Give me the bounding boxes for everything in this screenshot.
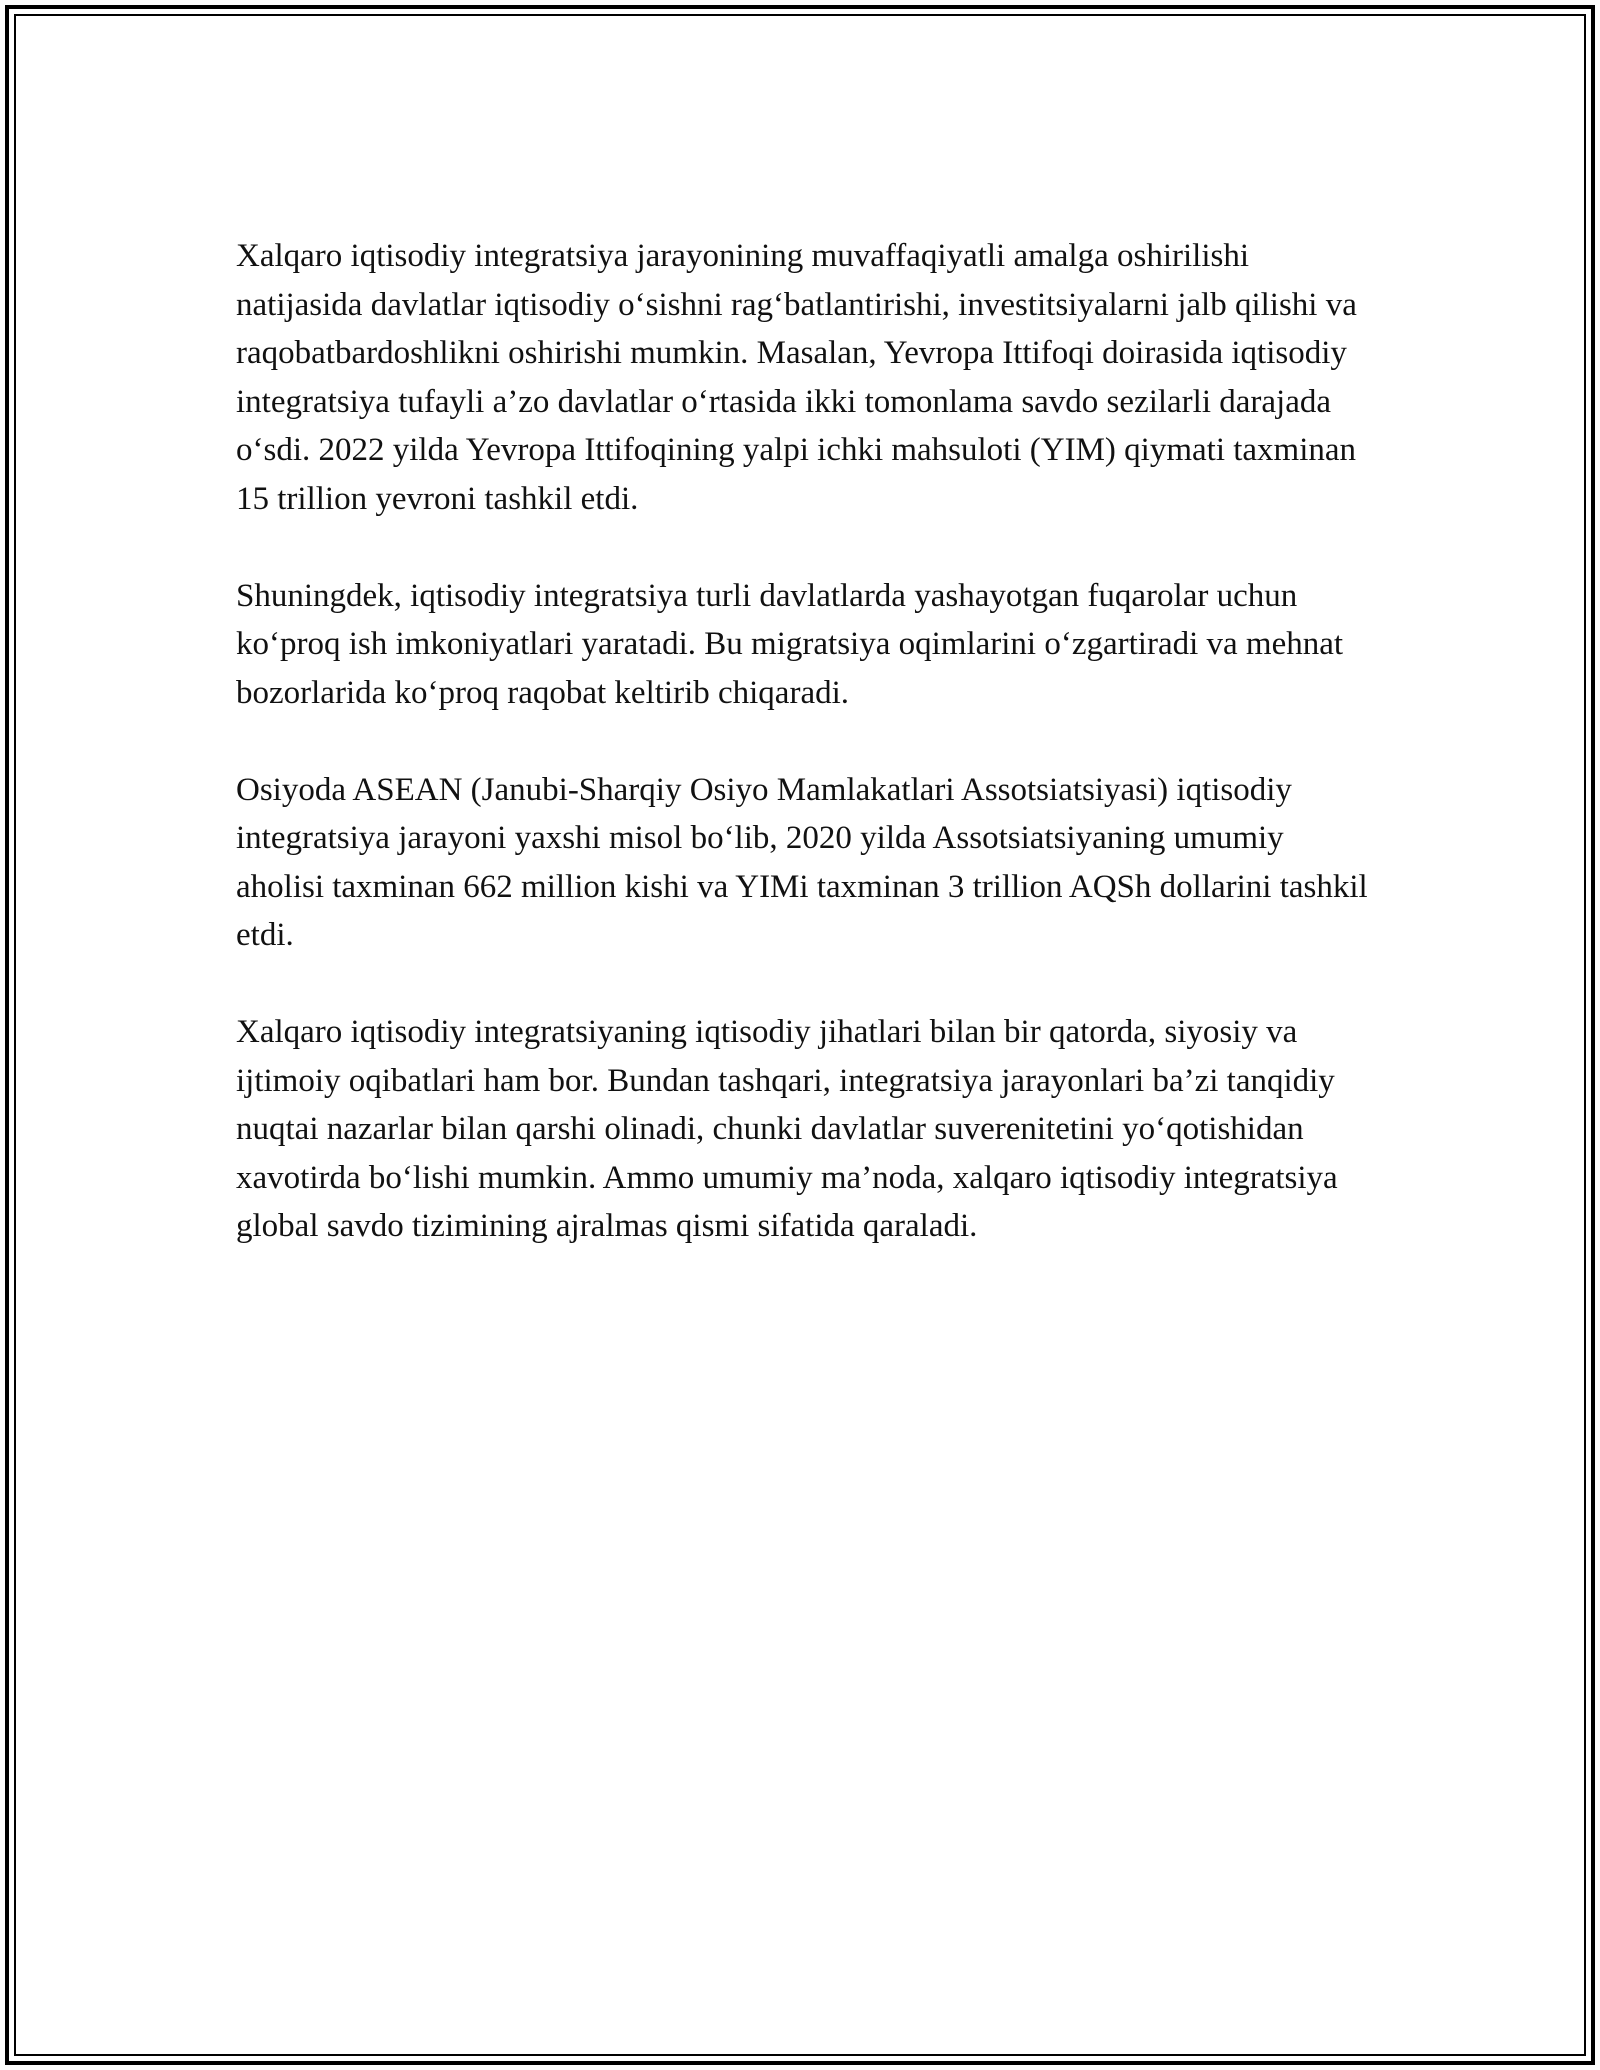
paragraph-asean-example: Osiyoda ASEAN (Janubi-Sharqiy Osiyo Mamlakatlari Assotsiatsiyasi) iqtisodiy integratsiya jarayoni yaxshi misol bo‘lib, 2020 yilda Assotsiatsiyaning umumiy aholisi taxminan 662 million kishi va YIMi taxminan 3 trillion AQSh dollarini tashkil etdi. [236,771,1368,953]
paragraph-eu-integration: Xalqaro iqtisodiy integratsiya jarayonining muvaffaqiyatli amalga oshirilishi natijasida davlatlar iqtisodiy o‘sishni rag‘batlantirishi, investitsiyalarni jalb qilishi va raqobatbardoshlikni oshirishi mumkin. Masalan, Yevropa Ittifoqi doirasida iqtisodiy integratsiya tufayli a’zo davlatlar o‘rtasida ikki tomonlama savdo sezilarli darajada o‘sdi. 2022 yilda Yevropa Ittifoqining yalpi ichki mahsuloti (YIM) qiymati taxminan 15 trillion yevroni tashkil etdi. [236,238,1357,517]
paragraph-employment-migration: Shuningdek, iqtisodiy integratsiya turli davlatlarda yashayotgan fuqarolar uchun ko‘proq ish imkoniyatlari yaratadi. Bu migratsiya oqimlarini o‘zgartiradi va mehnat bozorlarida ko‘proq raqobat keltirib chiqaradi. [236,577,1344,711]
paragraph-political-social-effects: Xalqaro iqtisodiy integratsiyaning iqtisodiy jihatlari bilan bir qatorda, siyosiy va ijtimoiy oqibatlari ham bor. Bundan tashqari, integratsiya jarayonlari ba’zi tanqidiy nuqtai nazarlar bilan qarshi olinadi, chunki davlatlar suverenitetini yo‘qotishidan xavotirda bo‘lishi mumkin. Ammo umumiy ma’noda, xalqaro iqtisodiy integratsiya global savdo tizimining ajralmas qismi sifatida qaraladi. [236,1014,1338,1244]
document-body [236,232,1376,1299]
